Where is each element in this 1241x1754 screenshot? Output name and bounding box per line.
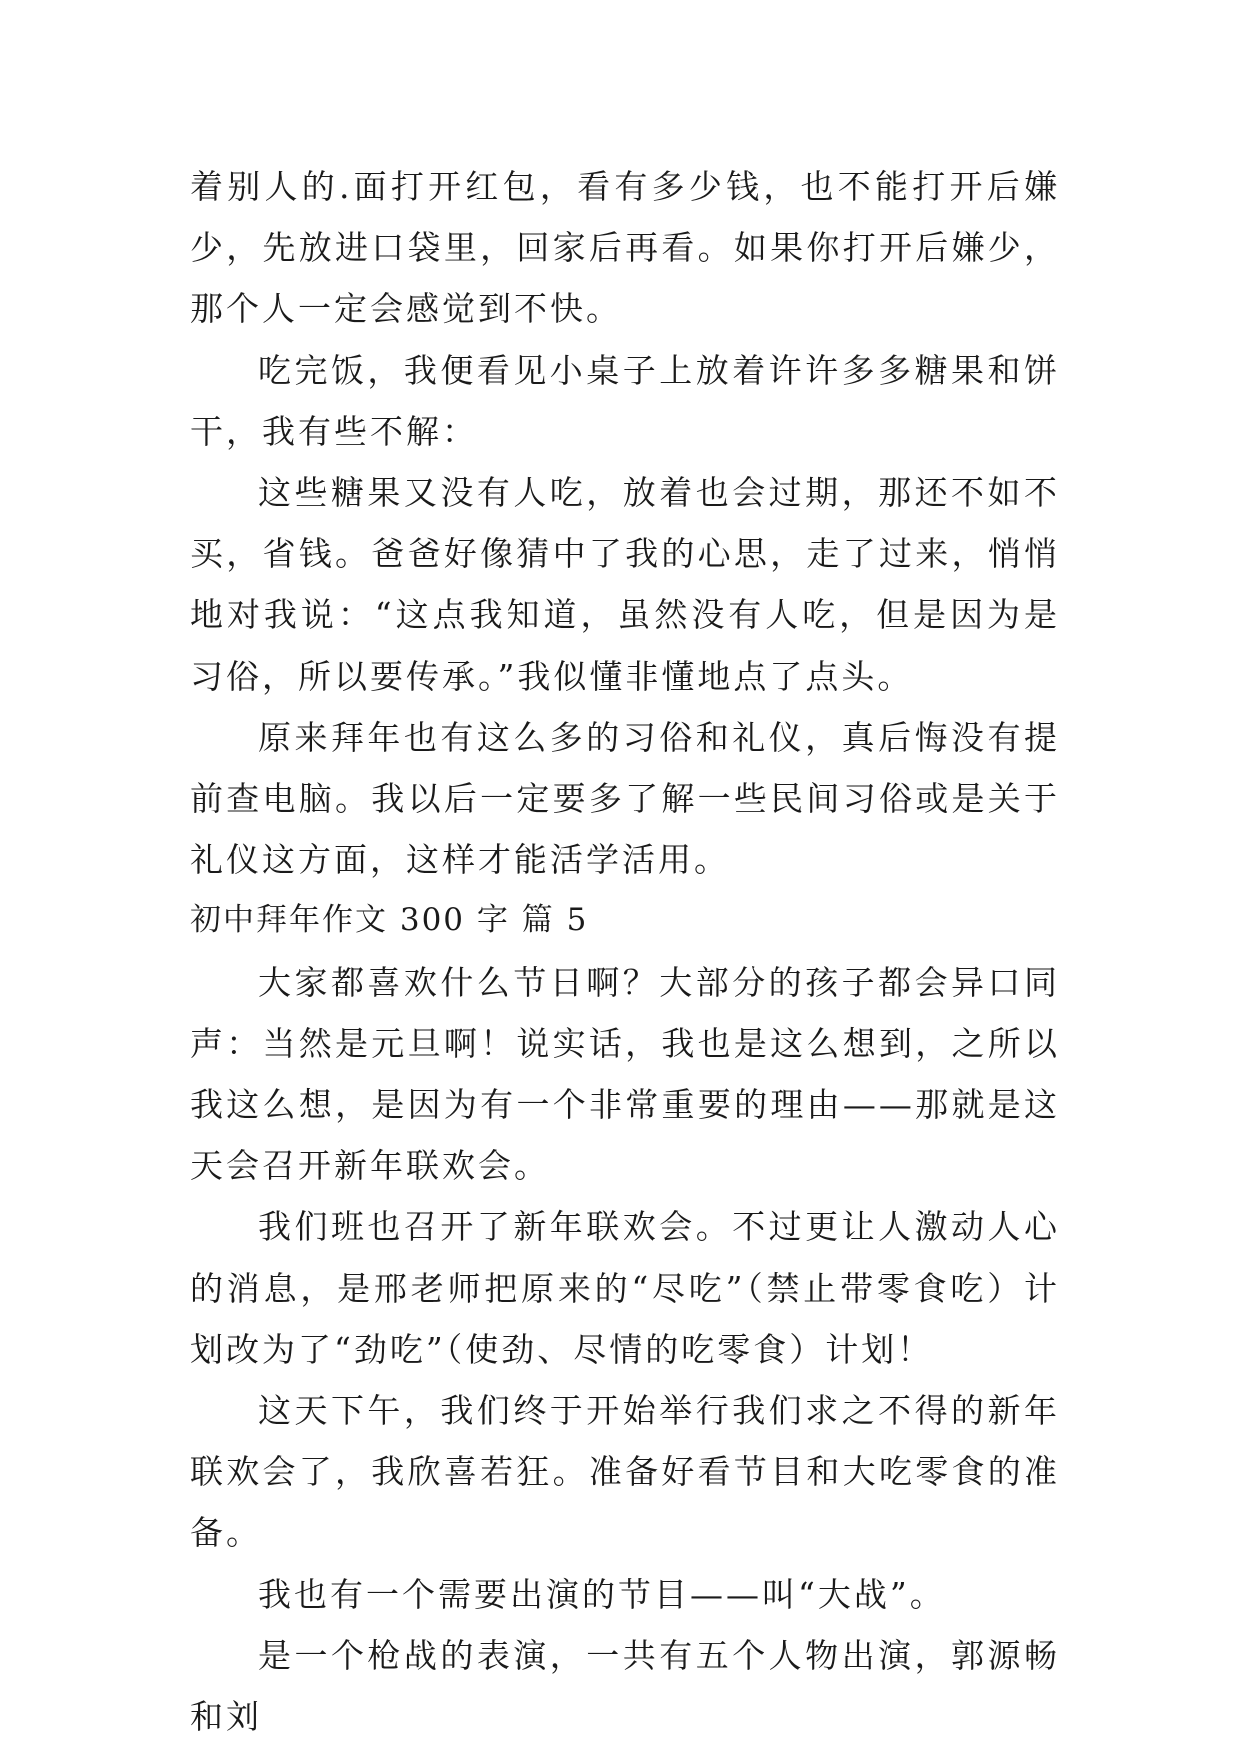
- section-heading: 初中拜年作文 300 字 篇 5: [190, 902, 589, 939]
- paragraph: 是一个枪战的表演，一共有五个人物出演，郭源畅和刘: [190, 1635, 1060, 1737]
- paragraph: 吃完饭，我便看见小桌子上放着许许多多糖果和饼干，我有些不解：: [190, 350, 1060, 451]
- paragraph-continuation: 着别人的.面打开红包，看有多少钱，也不能打开后嫌少，先放进口袋里，回家后再看。如果你打开后嫌少，那个人一定会感觉到不快。: [190, 167, 1060, 329]
- paragraph: 这些糖果又没有人吃，放着也会过期，那还不如不买，省钱。爸爸好像猜中了我的心思，走了过来，悄悄地对我说：“这点我知道，虽然没有人吃，但是因为是习俗，所以要传承。”我似懂非懂地点了点头。: [190, 473, 1060, 696]
- document-page: [190, 156, 1060, 1747]
- paragraph: 大家都喜欢什么节日啊？大部分的孩子都会异口同声：当然是元旦啊！说实话，我也是这么想到，之所以我这么想，是因为有一个非常重要的理由——那就是这天会召开新年联欢会。: [190, 962, 1060, 1186]
- paragraph: 这天下午，我们终于开始举行我们求之不得的新年联欢会了，我欣喜若狂。准备好看节目和大吃零食的准备。: [190, 1391, 1060, 1553]
- paragraph: 原来拜年也有这么多的习俗和礼仪，真后悔没有提前查电脑。我以后一定要多了解一些民间习俗或是关于礼仪这方面，这样才能活学活用。: [190, 717, 1060, 880]
- paragraph: 我也有一个需要出演的节目——叫“大战”。: [258, 1574, 946, 1614]
- paragraph: 我们班也召开了新年联欢会。不过更让人激动人心的消息，是邢老师把原来的“尽吃”（禁止带零食吃）计划改为了“劲吃”（使劲、尽情的吃零食）计划！: [190, 1207, 1060, 1369]
